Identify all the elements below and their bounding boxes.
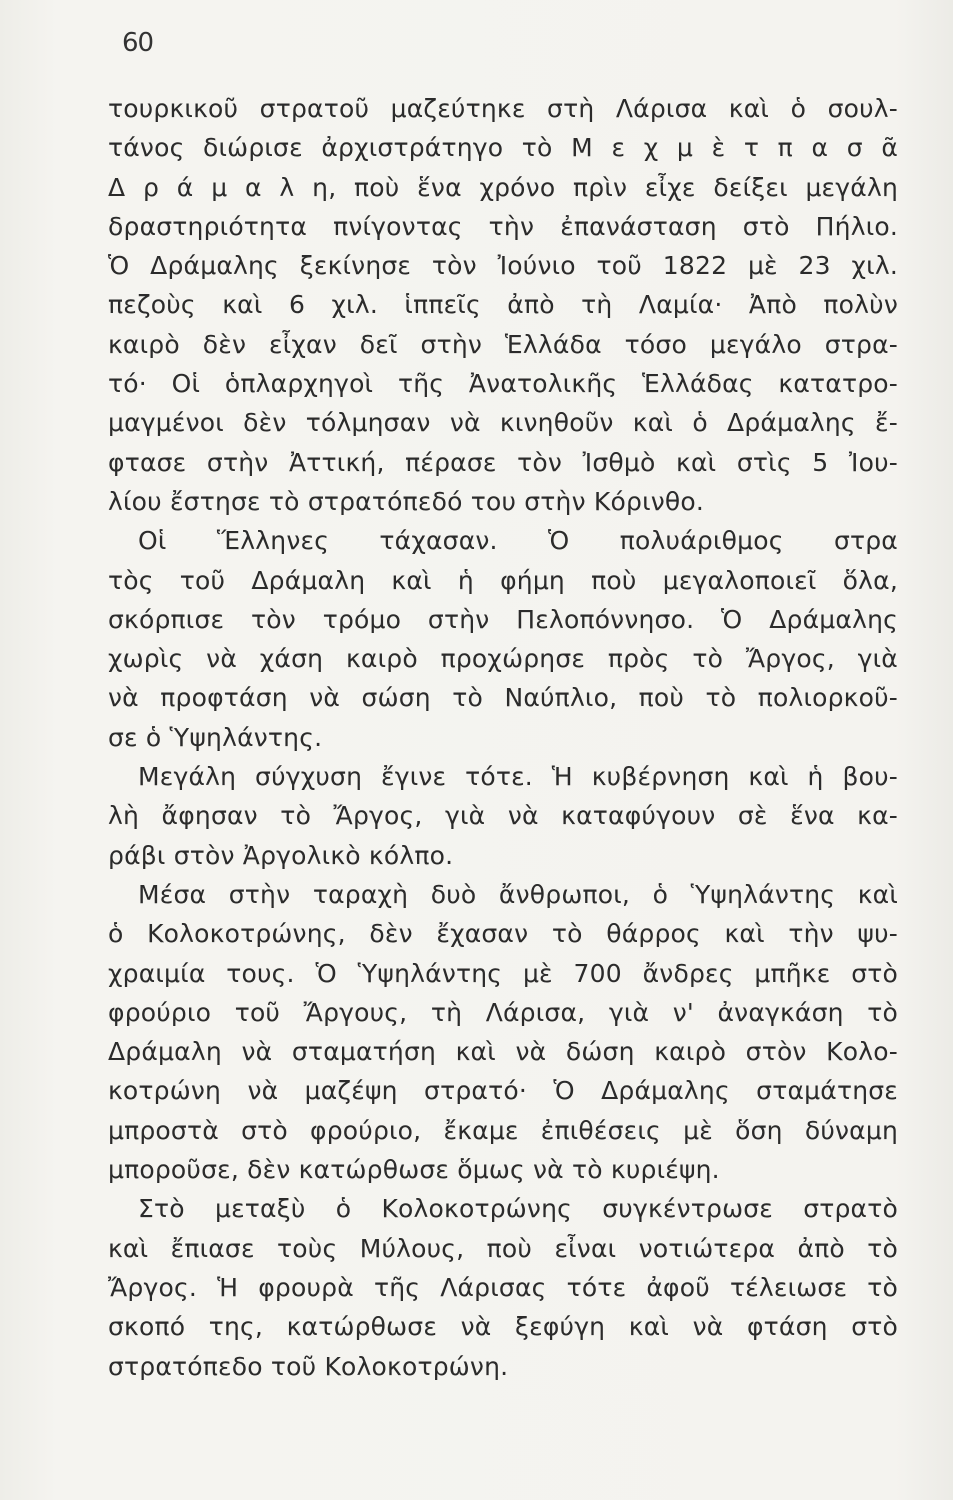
text-line: χωρὶς νὰ χάση καιρὸ προχώρησε πρὸς τὸ Ἄργος, γιὰ [108, 644, 898, 674]
text-line: μαγμένοι δὲν τόλμησαν νὰ κινηθοῦν καὶ ὁ Δράμαλης ἔ- [108, 408, 898, 438]
text-line: λὴ ἄφησαν τὸ Ἄργος, γιὰ νὰ καταφύγουν σὲ ἕνα κα- [108, 801, 898, 831]
text-line: χραιμία τους. Ὁ Ὑψηλάντης μὲ 700 ἄνδρες μπῆκε στὸ [108, 958, 898, 988]
text-line: φρούριο τοῦ Ἄργους, τὴ Λάρισα, γιὰ ν' ἀναγκάση τὸ [108, 997, 898, 1027]
text-line: λίου ἔστησε τὸ στρατόπεδό του στὴν Κόρινθο. [108, 486, 705, 516]
text-line: Δ ρ ά μ α λ η, ποὺ ἕνα χρόνο πρὶν εἶχε δείξει μεγάλη [108, 172, 898, 202]
text-line: μποροῦσε, δὲν κατώρθωσε ὅμως νὰ τὸ κυριέψη. [108, 1155, 720, 1185]
text-line: Μεγάλη σύγχυση ἔγινε τότε. Ἡ κυβέρνηση καὶ ἡ βου- [138, 762, 898, 792]
text-line: Ὁ Δράμαλης ξεκίνησε τὸν Ἰούνιο τοῦ 1822 μὲ 23 χιλ. [108, 251, 898, 281]
text-line: νὰ προφτάση νὰ σώση τὸ Ναύπλιο, ποὺ τὸ πολιορκοῦ- [108, 683, 898, 713]
text-line: Οἱ Ἕλληνες τάχασαν. Ὁ πολυάριθμος στρα [138, 526, 898, 556]
text-line: τάνος διώρισε ἀρχιστράτηγο τὸ Μ ε χ μ ὲ τ π α σ ᾶ [108, 133, 898, 163]
text-line: σκόρπισε τὸν τρόμο στὴν Πελοπόννησο. Ὁ Δράμαλης [108, 604, 898, 634]
text-line: Μέσα στὴν ταραχὴ δυὸ ἄνθρωποι, ὁ Ὑψηλάντης καὶ [138, 879, 898, 909]
text-line: τουρκικοῦ στρατοῦ μαζεύτηκε στὴ Λάρισα καὶ ὁ σουλ- [108, 94, 898, 123]
text-line: τὸς τοῦ Δράμαλη καὶ ἡ φήμη ποὺ μεγαλοποιεῖ ὅλα, [108, 565, 898, 595]
text-line: κοτρώνη νὰ μαζέψη στρατό· Ὁ Δράμαλης σταμάτησε [108, 1076, 898, 1106]
text-line: δραστηριότητα πνίγοντας τὴν ἐπανάσταση στὸ Πήλιο. [108, 211, 898, 241]
text-line: μπροστὰ στὸ φρούριο, ἔκαμε ἐπιθέσεις μὲ ὅση δύναμη [108, 1115, 898, 1145]
text-line: στρατόπεδο τοῦ Κολοκοτρώνη. [108, 1351, 509, 1381]
text-line: καιρὸ δὲν εἶχαν δεῖ στὴν Ἑλλάδα τόσο μεγάλο στρα- [108, 329, 898, 359]
text-line: ὁ Κολοκοτρώνης, δὲν ἔχασαν τὸ θάρρος καὶ τὴν ψυ- [108, 919, 898, 949]
text-line: ράβι στὸν Ἀργολικὸ κόλπο. [108, 840, 454, 870]
text-line: Ἄργος. Ἡ φρουρὰ τῆς Λάρισας τότε ἀφοῦ τέλειωσε τὸ [108, 1272, 898, 1302]
text-line: φτασε στὴν Ἀττική, πέρασε τὸν Ἰσθμὸ καὶ στὶς 5 Ἰου- [108, 447, 898, 477]
text-line: πεζοὺς καὶ 6 χιλ. ἱππεῖς ἀπὸ τὴ Λαμία· Ἀπὸ πολὺν [108, 290, 898, 320]
text-line: τό· Οἱ ὁπλαρχηγοὶ τῆς Ἀνατολικῆς Ἑλλάδας κατατρο- [108, 369, 898, 399]
body-text [108, 89, 898, 1386]
text-line: σε ὁ Ὑψηλάντης. [108, 722, 323, 752]
text-line: Δράμαλη νὰ σταματήση καὶ νὰ δώση καιρὸ στὸν Κολο- [108, 1037, 898, 1067]
page-number: 60 [122, 28, 154, 58]
text-line: καὶ ἔπιασε τοὺς Μύλους, ποὺ εἶναι νοτιώτερα ἀπὸ τὸ [108, 1233, 898, 1263]
text-line: σκοπό της, κατώρθωσε νὰ ξεφύγη καὶ νὰ φτάση στὸ [108, 1312, 898, 1342]
text-line: Στὸ μεταξὺ ὁ Κολοκοτρώνης συγκέντρωσε στρατὸ [138, 1194, 898, 1224]
